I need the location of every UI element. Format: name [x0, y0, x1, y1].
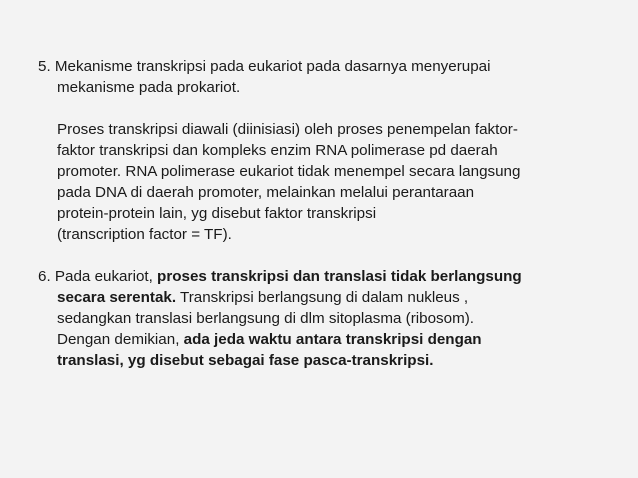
- point-6-line-4: [38, 329, 623, 350]
- point-6-line-3: sedangkan translasi berlangsung di dlm sitoplasma (ribosom).: [57, 310, 475, 327]
- point-6-line-1: [38, 266, 623, 287]
- point-6-line-5-bold: translasi, yg disebut sebagai fase pasca-transkripsi.: [57, 352, 434, 369]
- spacer: [38, 245, 623, 266]
- detail-line-6: (transcription factor = TF).: [57, 226, 232, 243]
- detail-line-5: protein-protein lain, yg disebut faktor transkripsi: [57, 205, 377, 222]
- point-6-line-1-text: 6. Pada eukariot,: [38, 268, 158, 285]
- point-6-line-5: [38, 350, 623, 371]
- detail-line-2: faktor transkripsi dan kompleks enzim RNA polimerase pd daerah: [57, 142, 498, 159]
- transcription-detail: [38, 119, 623, 245]
- point-6-line-2: [38, 287, 623, 308]
- point-5-line-2: mekanisme pada prokariot.: [57, 79, 241, 96]
- point-6: [38, 266, 623, 371]
- spacer: [38, 98, 623, 119]
- point-6-line-2-bold: secara serentak.: [57, 289, 177, 306]
- point-6-line-4-text: Dengan demikian,: [57, 331, 184, 348]
- point-6-line-1-bold: proses transkripsi dan translasi tidak berlangsung: [157, 268, 522, 285]
- point-6-line-2-text: Transkripsi berlangsung di dalam nukleus ,: [176, 289, 469, 306]
- point-5: [38, 56, 623, 98]
- point-6-line-4-bold: ada jeda waktu antara transkripsi dengan: [183, 331, 482, 348]
- point-5-line-1: 5. Mekanisme transkripsi pada eukariot pada dasarnya menyerupai: [38, 58, 491, 75]
- detail-line-1: Proses transkripsi diawali (diinisiasi) oleh proses penempelan faktor-: [57, 121, 518, 138]
- slide-content: [38, 56, 623, 371]
- detail-line-4: pada DNA di daerah promoter, melainkan melalui perantaraan: [57, 184, 475, 201]
- detail-line-3: promoter. RNA polimerase eukariot tidak menempel secara langsung: [57, 163, 521, 180]
